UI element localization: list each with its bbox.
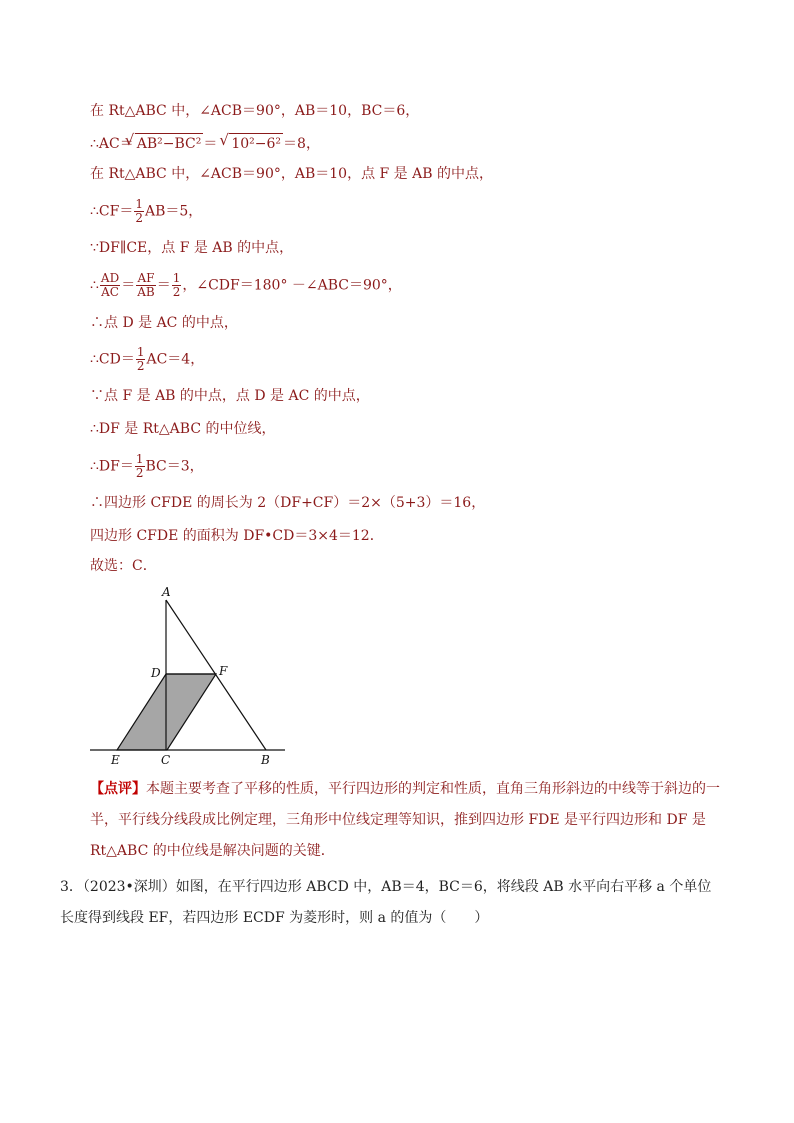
solution-line-2 bbox=[90, 133, 320, 154]
fraction-numerator: 1 bbox=[135, 197, 143, 211]
question-3 bbox=[60, 872, 720, 934]
label-d: D bbox=[151, 666, 161, 680]
ac-result: ＝8， bbox=[283, 136, 320, 152]
fraction-denominator: AC bbox=[101, 285, 119, 299]
fraction-half bbox=[135, 453, 145, 480]
equals: ＝ bbox=[203, 136, 218, 152]
comment-block bbox=[90, 774, 720, 867]
solution-line-7: ∴点 D 是 AC 的中点， bbox=[90, 315, 238, 331]
fraction-denominator: AB bbox=[137, 285, 155, 299]
solution-line-14: 故选：C． bbox=[90, 558, 157, 574]
geometry-figure bbox=[85, 583, 315, 773]
equals: ＝ bbox=[121, 277, 136, 294]
cf-prefix: ∴CF＝ bbox=[90, 203, 134, 220]
fraction-ad-ac bbox=[100, 272, 120, 299]
solution-line-6 bbox=[90, 272, 402, 299]
fraction-af-ab bbox=[136, 272, 155, 299]
solution-line-12: ∴四边形 CFDE 的周长为 2（DF+CF）＝2×（5+3）＝16， bbox=[90, 495, 486, 511]
solution-line-11 bbox=[90, 453, 204, 480]
fraction-denominator: 2 bbox=[172, 285, 181, 299]
solution-line-8 bbox=[90, 346, 204, 373]
df-prefix: ∴DF＝ bbox=[90, 458, 134, 475]
fraction-numerator: AF bbox=[137, 271, 155, 285]
solution-line-1: 在 Rt△ABC 中，∠ACB＝90°，AB＝10，BC＝6， bbox=[90, 103, 420, 119]
fraction-denominator: 2 bbox=[135, 211, 143, 225]
label-c: C bbox=[161, 753, 171, 767]
cf-result: AB＝5， bbox=[144, 203, 203, 220]
equals: ＝ bbox=[156, 277, 171, 294]
label-e: E bbox=[111, 753, 120, 767]
solution-line-5: ∵DF∥CE，点 F 是 AB 的中点， bbox=[90, 240, 294, 256]
fraction-numerator: 1 bbox=[172, 271, 181, 285]
fraction-denominator: 2 bbox=[136, 359, 145, 373]
label-b: B bbox=[261, 753, 270, 767]
solution-line-3: 在 Rt△ABC 中，∠ACB＝90°，AB＝10，点 F 是 AB 的中点， bbox=[90, 166, 493, 182]
fraction-numerator: 1 bbox=[135, 452, 144, 466]
therefore: ∴ bbox=[90, 277, 99, 294]
fraction-numerator: 1 bbox=[136, 345, 145, 359]
cd-prefix: ∴CD＝ bbox=[90, 351, 135, 368]
angle-cdf: ，∠CDF＝180° －∠ABC＝90°， bbox=[182, 277, 402, 294]
fraction-half bbox=[172, 272, 182, 299]
fraction-half bbox=[136, 346, 146, 373]
comment-tag: 【点评】 bbox=[90, 781, 146, 797]
sqrt-expression-1: √ AB²−BC² bbox=[135, 133, 204, 154]
fraction-half bbox=[134, 198, 144, 225]
cd-result: AC＝4， bbox=[146, 351, 205, 368]
label-a: A bbox=[162, 585, 171, 599]
solution-line-9: ∵点 F 是 AB 的中点，点 D 是 AC 的中点， bbox=[90, 388, 370, 404]
solution-line-13: 四边形 CFDE 的面积为 DF•CD＝3×4＝12． bbox=[90, 528, 384, 544]
fraction-denominator: 2 bbox=[135, 466, 144, 480]
ac-prefix: ∴AC＝ bbox=[90, 136, 134, 152]
label-f: F bbox=[219, 664, 228, 678]
question-number: 3． bbox=[60, 879, 83, 895]
comment-text: 本题主要考查了平移的性质，平行四边形的判定和性质，直角三角形斜边的中线等于斜边的一半，平行线分线段成比例定理，三角形中位线定理等知识，推到四边形 FDE 是平行四边形和 DF 是 Rt△ABC 的中位线是解决问题的关键． bbox=[90, 781, 720, 859]
fraction-numerator: AD bbox=[100, 271, 120, 285]
solution-line-10: ∴DF 是 Rt△ABC 的中位线， bbox=[90, 421, 276, 437]
df-result: BC＝3， bbox=[145, 458, 204, 475]
question-text: （2023•深圳）如图，在平行四边形 ABCD 中，AB＝4，BC＝6，将线段 AB 水平向右平移 a 个单位长度得到线段 EF，若四边形 ECDF 为菱形时，则 a 的值为（ ） bbox=[60, 879, 712, 926]
solution-line-4 bbox=[90, 198, 202, 225]
sqrt-expression-2: √ 10²−6² bbox=[229, 133, 283, 154]
